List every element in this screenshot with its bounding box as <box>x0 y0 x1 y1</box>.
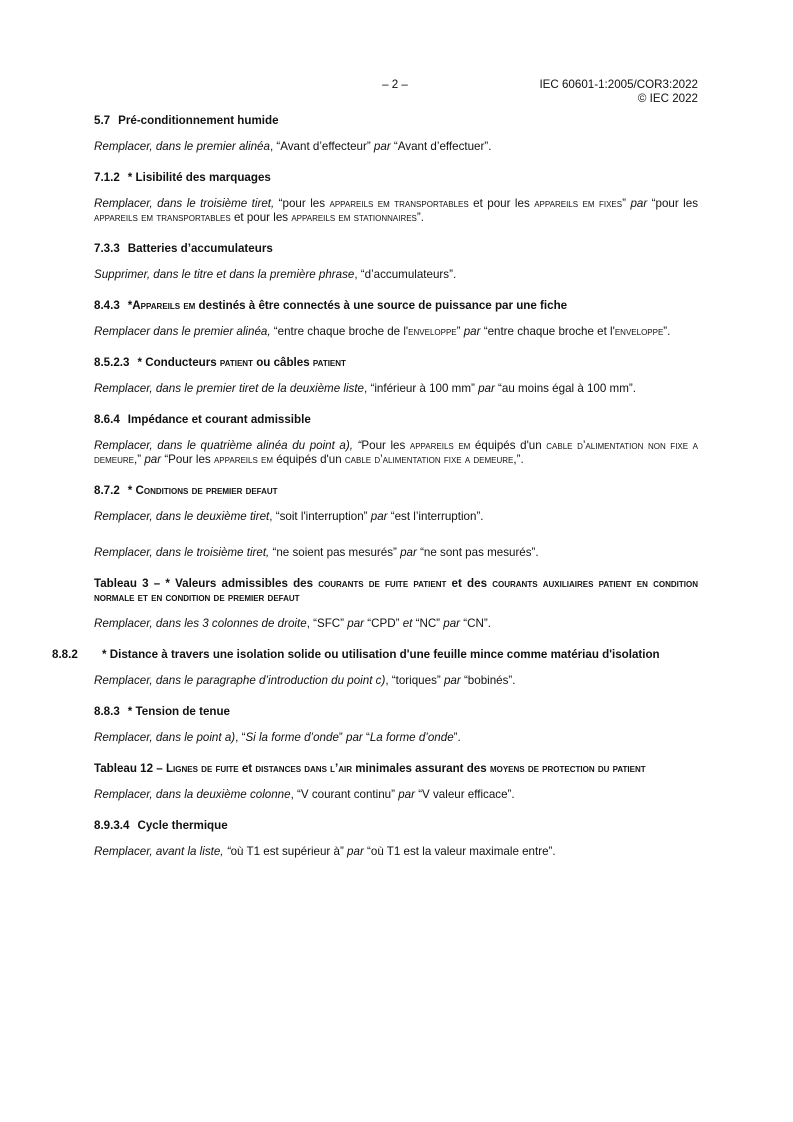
table-12-text: Remplacer, dans la deuxième colonne, “V courant continu” par “V valeur efficace”. <box>94 788 515 801</box>
section-text-7-1-2: Remplacer, dans le troisième tiret, “pour les appareils em transportables et pour les appareils em fixes” par “pour les appareils em transportables et pour les appareils em stationnaires”. <box>94 197 699 224</box>
section-text-8-7-2-a: Remplacer, dans le deuxième tiret, “soit l'interruption” par “est l’interruption”. <box>94 510 484 523</box>
section-heading-8-5-2-3: 8.5.2.3 * Conducteurs patient ou câbles patient <box>94 356 346 369</box>
section-text-8-7-2-b: Remplacer, dans le troisième tiret, “ne soient pas mesurés” par “ne sont pas mesurés”. <box>94 546 539 559</box>
section-heading-5-7: 5.7 Pré-conditionnement humide <box>94 114 279 127</box>
copyright-notice: © IEC 2022 <box>637 92 698 105</box>
section-text-8-8-2: Remplacer, dans le paragraphe d’introduction du point c), “toriques” par “bobinés”. <box>94 674 516 687</box>
section-text-5-7: Remplacer, dans le premier alinéa, “Avant d’effecteur” par “Avant d’effectuer”. <box>94 140 492 153</box>
section-text-8-8-3: Remplacer, dans le point a), “Si la forme d’onde” par “La forme d’onde”. <box>94 731 461 744</box>
section-heading-8-8-3: 8.8.3 * Tension de tenue <box>94 705 231 718</box>
section-text-8-4-3: Remplacer dans le premier alinéa, “entre chaque broche de l'enveloppe” par “entre chaque broche et l'enveloppe”. <box>94 325 671 338</box>
table-12-caption: Tableau 12 – Lignes de fuite et distances dans l’air minimales assurant des moyens de protection du patient <box>94 762 646 775</box>
section-heading-8-4-3: 8.4.3 *Appareils em destinés à être connectés à une source de puissance par une fiche <box>94 299 568 312</box>
section-heading-7-1-2: 7.1.2 * Lisibilité des marquages <box>94 171 271 184</box>
document-body <box>52 114 699 876</box>
section-heading-8-6-4: 8.6.4 Impédance et courant admissible <box>94 413 311 426</box>
document-id: IEC 60601-1:2005/COR3:2022 <box>539 78 698 91</box>
page-header-right <box>539 78 698 106</box>
section-text-8-9-3-4: Remplacer, avant la liste, “où T1 est supérieur à” par “où T1 est la valeur maximale entre”. <box>94 845 556 858</box>
section-heading-8-7-2: 8.7.2 * Conditions de premier defaut <box>94 484 278 497</box>
table-3-text: Remplacer, dans les 3 colonnes de droite, “SFC” par “CPD” et “NC” par “CN”. <box>94 617 491 630</box>
section-heading-8-8-2: 8.8.2 * Distance à travers une isolation solide ou utilisation d'une feuille mince comme matériau d'isolation <box>52 648 660 661</box>
section-text-8-6-4: Remplacer, dans le quatrième alinéa du point a), “Pour les appareils em équipés d'un cable d’alimentation non fixe a demeure,” par “Pour les appareils em équipés d'un cable d’alimentation fixe a demeure,”. <box>94 439 699 466</box>
section-text-8-5-2-3: Remplacer, dans le premier tiret de la deuxième liste, “inférieur à 100 mm” par “au moins égal à 100 mm”. <box>94 382 636 395</box>
page-number: – 2 – <box>382 78 408 91</box>
section-heading-7-3-3: 7.3.3 Batteries d’accumulateurs <box>94 242 273 255</box>
section-heading-8-9-3-4: 8.9.3.4 Cycle thermique <box>94 819 228 832</box>
section-text-7-3-3: Supprimer, dans le titre et dans la première phrase, “d’accumulateurs”. <box>94 268 457 281</box>
table-3-caption: Tableau 3 – * Valeurs admissibles des courants de fuite patient et des courants auxiliaires patient en condition normale et en condition de premier defaut <box>94 577 698 604</box>
